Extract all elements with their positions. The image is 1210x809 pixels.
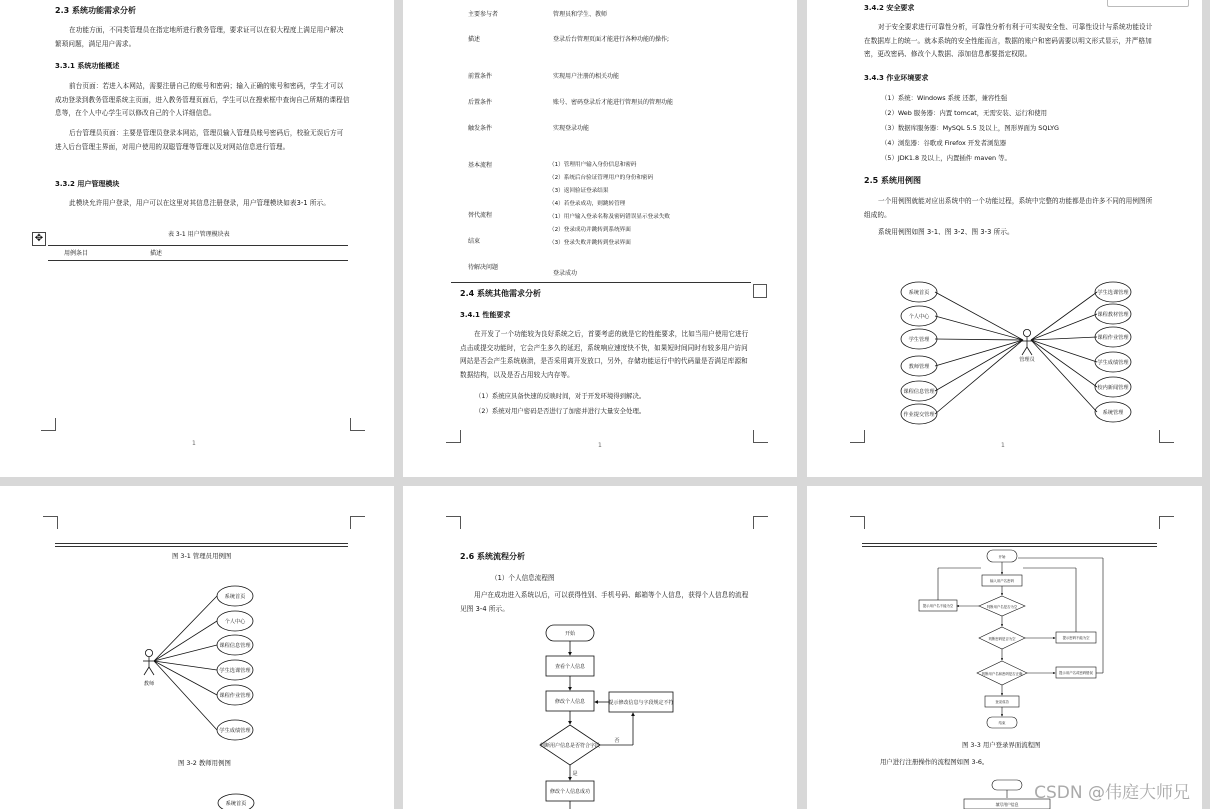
flow-step: （3）返回验证登录结果: [549, 188, 609, 194]
heading-3-4-1: 3.4.1 性能要求: [460, 311, 511, 319]
paragraph: 用户在成功进入系统以后，可以获得性别、手机号码、邮箱等个人信息，获得个人信息的流程见图 3-4 所示。: [460, 591, 749, 613]
table-resize-handle[interactable]: [753, 284, 767, 298]
personal-info-flowchart: [533, 621, 683, 809]
requirement-item: （1）系统应具备快速的反映时间，对于开发环境得到解决。: [475, 392, 646, 400]
flow-step: （2）系统后台验证管理用户的身份和密码: [549, 175, 654, 181]
use-case: 校内新闻管理: [1097, 385, 1129, 391]
table-cell-key: 基本流程: [468, 162, 493, 169]
document-page-2: [403, 0, 797, 477]
table-cell-value: 管理员和学生、教师: [553, 11, 608, 18]
teacher-use-case-diagram: [135, 581, 265, 746]
heading-3-3-2: 3.3.2 用户管理模块: [55, 180, 120, 188]
floating-box: [1107, 0, 1189, 7]
flow-step: 填写用户信息: [995, 802, 1019, 807]
heading-2-3: 2.3 系统功能需求分析: [55, 6, 136, 15]
table-cell-key: 待解决问题: [468, 264, 499, 271]
margin-corner: [446, 430, 461, 443]
env-item: （4）浏览器：谷歌或 Firefox 开发者浏览器: [881, 139, 1007, 147]
flow-step: 修改个人信息成功: [549, 789, 591, 795]
use-case: 系统首页: [908, 290, 930, 296]
margin-corner: [350, 516, 365, 529]
admin-use-case-diagram: [897, 275, 1137, 430]
flow-decision: 判断用户名和密码是否正确: [981, 672, 1023, 676]
header-rule: [55, 543, 348, 547]
page-number: 1: [192, 440, 196, 447]
use-case: 系统首页: [224, 594, 246, 600]
flow-start: 开始: [998, 555, 1006, 559]
paragraph: 用户进行注册操作的流程图如图 3-6。: [880, 758, 989, 766]
flow-step: 查看个人信息: [554, 664, 586, 670]
flow-step: 提示用户名不能为空: [922, 604, 954, 608]
table-header-cell: 用例条目: [64, 250, 89, 257]
use-case: 系统管理: [1102, 410, 1124, 416]
margin-corner: [41, 418, 56, 431]
margin-corner: [753, 430, 768, 443]
table-cell-key: 替代流程: [468, 212, 493, 219]
flow-branch-label: 是: [572, 771, 578, 777]
csdn-watermark: CSDN @伟庭大师兄: [1034, 783, 1190, 803]
margin-corner: [43, 516, 58, 529]
subheading: （1）个人信息流程图: [491, 574, 555, 582]
table-top-rule: [48, 245, 348, 246]
margin-corner: [350, 418, 365, 431]
paragraph: 系统用例图如图 3-1、图 3-2、图 3-3 所示。: [878, 228, 1014, 236]
use-case: 学生成绩管理: [1097, 360, 1129, 366]
actor-label: 教师: [143, 681, 155, 687]
flow-step: 提示修改信息与字段规定不符: [608, 700, 674, 706]
table-rule: [48, 260, 348, 261]
use-case: 系统首页: [225, 801, 247, 807]
flow-step: 提示密码不能为空: [1062, 636, 1090, 640]
flow-decision: 判断用户名是否为空: [986, 605, 1018, 609]
heading-3-3-1: 3.3.1 系统功能概述: [55, 62, 120, 70]
use-case: 个人中心: [224, 619, 246, 625]
margin-corner: [1159, 516, 1174, 529]
flow-step: （1）用户输入登录名称及密码错误显示登录失败: [549, 214, 671, 220]
use-case: 作业提交管理: [903, 412, 935, 418]
env-item: （1）系统：Windows 系统 还都，兼容性强: [881, 94, 1008, 102]
table-cell-key: 前置条件: [468, 73, 493, 80]
document-page-4: [0, 486, 394, 809]
paragraph: 在功能方面，不同类管理员在指定地所进行教务管理，要求证可以在很大程度上满足用户解决繁琐问题，满足用户需求。: [55, 26, 344, 48]
flow-step: （3）登录失败并跳转到登录界面: [549, 240, 631, 246]
table-caption: 表 3-1 用户管理模块表: [168, 231, 230, 238]
paragraph: 在开发了一个功能较为良好系统之后，首要考虑的就是它的性能要求，比如当用户使用它进行点击或提交功能时，它会产生多久的延迟，系统响应速度快不快，如果短时间同时有较多用户访问网站是否会产生系统崩溃，是否采用离开发放口，另外，存储功能运行中的代码量是否满足库源和数据结构，以及是否占用较大内存等。: [460, 330, 749, 379]
flow-step: 提示用户名或密码错误: [1059, 671, 1093, 675]
figure-caption: 图 3-2 教师用例图: [178, 759, 231, 767]
document-page-5: [403, 486, 797, 809]
use-case: 课程作业管理: [1097, 335, 1129, 341]
use-case: 教师管理: [908, 364, 930, 370]
flow-step: （4）若登录成功，则跳转管理: [549, 201, 626, 207]
requirement-item: （2）系统对用户密码是否进行了加密并进行大量安全处理。: [475, 407, 646, 415]
use-case: 课程作业管理: [219, 693, 251, 699]
table-cell-value: 登录成功: [553, 270, 578, 277]
flow-step: 登录成功: [995, 700, 1009, 704]
table-cell-value: 实现用户注册的相关功能: [553, 73, 620, 80]
move-handle-icon[interactable]: ✥: [32, 232, 46, 246]
margin-corner: [850, 516, 865, 529]
env-item: （5）JDK1.8 及以上，内置插件 maven 等。: [881, 154, 1011, 162]
table-bottom-rule: [451, 282, 751, 283]
page-number: 1: [598, 442, 602, 449]
use-case: 学生选课管理: [219, 668, 251, 674]
margin-corner: [1159, 430, 1174, 443]
document-page-1: [0, 0, 394, 477]
use-case: 课程信息管理: [903, 389, 935, 395]
table-cell-key: 后置条件: [468, 99, 493, 106]
flow-step: （2）登录成功并跳转到系统界面: [549, 227, 631, 233]
paragraph: 此模块允许用户登录，用户可以在这里对其信息注册登录，用户管理模块如表3-1 所示。: [69, 199, 330, 207]
header-rule: [862, 543, 1157, 547]
figure-caption: 图 3-3 用户登录界面流程图: [962, 741, 1041, 749]
margin-corner: [753, 516, 768, 529]
env-item: （2）Web 服务器：内置 tomcat，无需安装、运行和使用: [881, 109, 1048, 117]
flow-branch-label: 否: [614, 738, 620, 744]
document-page-3: [807, 0, 1202, 477]
heading-3-4-2: 3.4.2 安全要求: [864, 4, 915, 12]
use-case: 课程信息管理: [219, 643, 251, 649]
login-flowchart: [917, 548, 1107, 738]
use-case: 课程教材管理: [1097, 312, 1129, 318]
table-cell-value: 账号、密码登录后才能进行管理员的管理功能: [553, 99, 674, 106]
flow-step: （1）管理用户输入身份信息和密码: [549, 162, 637, 168]
flow-decision: 判断密码是否为空: [988, 637, 1016, 641]
flow-step: 输入用户名密码: [990, 579, 1014, 583]
document-page-6: [807, 486, 1202, 809]
use-case: 学生选课管理: [1097, 290, 1129, 296]
figure-caption: 图 3-1 管理员用例图: [172, 552, 232, 560]
use-case: 学生成绩管理: [219, 728, 251, 734]
flow-decision: 判断用户信息是否符合字段: [539, 743, 601, 749]
paragraph: 一个用例图就能对应出系统中的一个功能过程，系统中完整的功能都是由许多不同的用例图所组成的。: [864, 197, 1153, 219]
next-diagram-fragment: [200, 791, 260, 809]
use-case: 学生管理: [908, 337, 930, 343]
page-number: 1: [1001, 442, 1005, 449]
use-case: 个人中心: [908, 314, 930, 320]
table-cell-key: 主要参与者: [468, 11, 499, 18]
flow-start: 开始: [564, 631, 576, 637]
env-item: （3）数据库服务器：MySQL 5.5 及以上，图形界面为 SQLYG: [881, 124, 1059, 132]
heading-2-6: 2.6 系统流程分析: [460, 552, 525, 561]
heading-3-4-3: 3.4.3 作业环境要求: [864, 74, 929, 82]
flow-step: 修改个人信息: [554, 699, 586, 705]
table-header-cell: 描述: [150, 250, 163, 257]
margin-corner: [850, 430, 865, 443]
table-cell-key: 结束: [468, 238, 481, 245]
table-cell-key: 触发条件: [468, 125, 493, 132]
table-cell-value: 实现登录功能: [553, 125, 590, 132]
flow-end: 结束: [998, 721, 1006, 725]
table-cell-key: 描述: [468, 36, 481, 43]
margin-corner: [446, 516, 461, 529]
heading-2-4: 2.4 系统其他需求分析: [460, 289, 541, 298]
paragraph: 前台页面：若进入本网站，需要注册自己的账号和密码；输入正确的账号和密码，学生才可以成功登录到教务管理系统主页面，进入教务管理页面后，学生可以在搜索框中查询自己所期的课程信息等，在个人中心学生可以修改自己的个人详细信息。: [55, 82, 350, 117]
actor-label: 管理员: [1019, 357, 1035, 363]
paragraph: 后台管理员页面：主要是管理员登录本网站，管理员输入管理员账号密码后，校验无误后方可进入后台管理主界面，对用户使用的双聪管理等管理以及对网站信息进行管理。: [55, 129, 344, 151]
table-cell-value: 登录后台管理页面才能进行各种功能的操作;: [553, 36, 670, 43]
paragraph: 对于安全要求进行可靠性分析，可靠性分析有利于可实现安全性、可靠性设计与系统功能设计在数据库上的统一。就本系统的安全性能而言，数据的账户和密码需要以明文形式显示，并严格加密，更改密码、修改个人数据、添加信息都要指定权限。: [864, 23, 1153, 58]
heading-2-5: 2.5 系统用例图: [864, 176, 921, 185]
